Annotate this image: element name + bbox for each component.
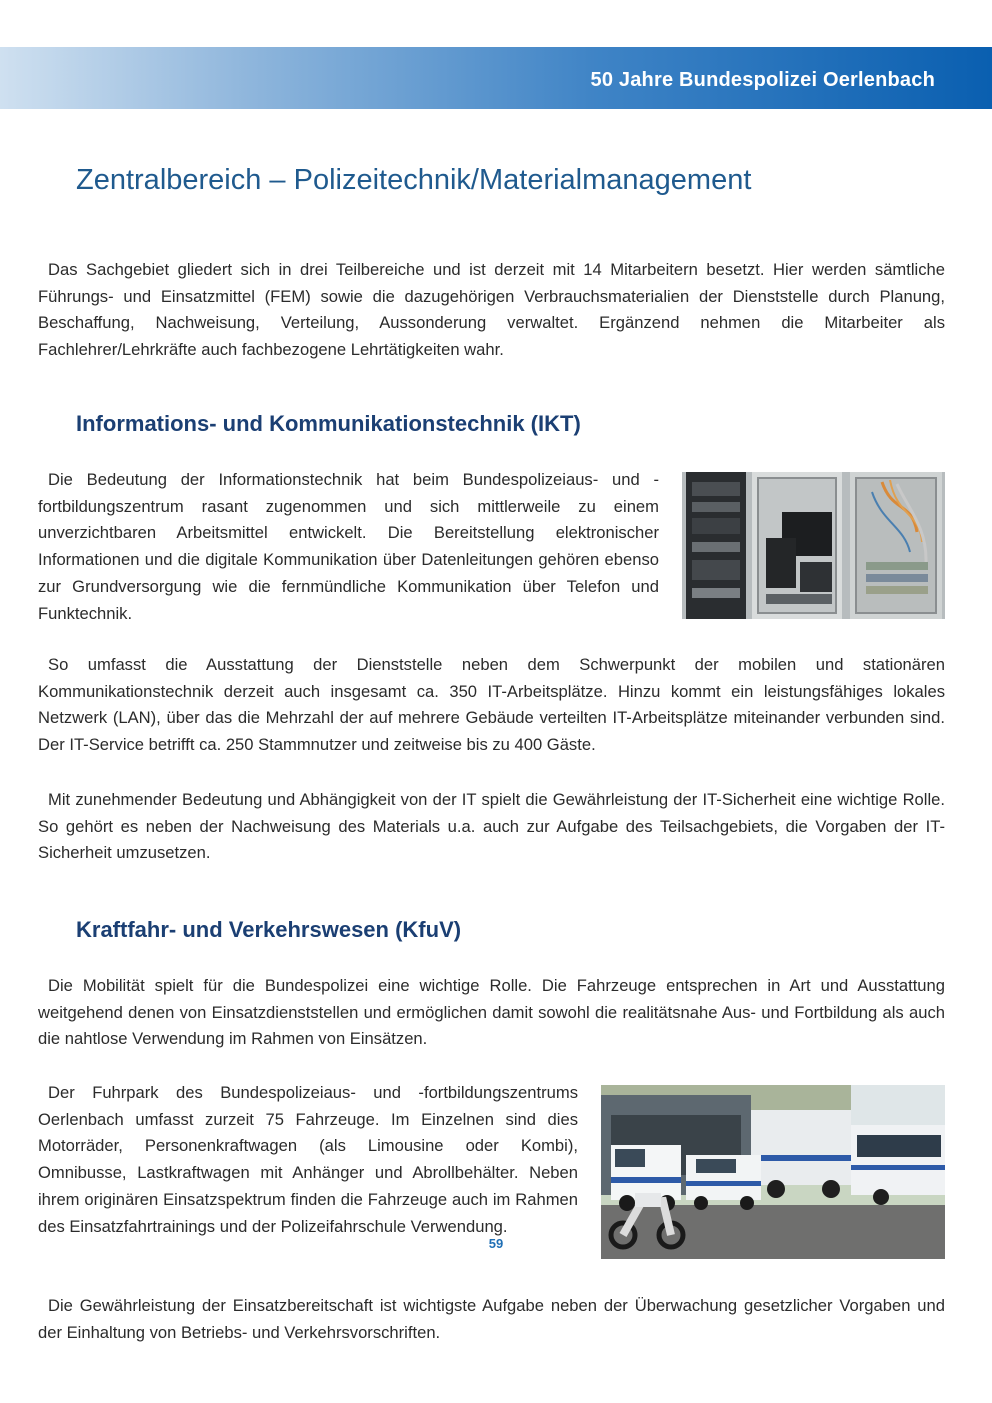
ikt-paragraph-2: So umfasst die Ausstattung der Dienststelle neben dem Schwerpunkt der mobilen und stationären Kommunikationstechnik derzeit auch insgesamt ca. 350 IT-Arbeitsplätze. Hinzu kommt ein leistungsfähiges lokales Netzwerk (LAN), über das die Mehrzahl der auf mehrere Gebäude verteilten IT-Arbeitsplätze miteinander verbunden sind. Der IT-Service betrifft ca. 250 Stammnutzer und zeitweise bis zu 400 Gäste. xyxy=(38,655,945,755)
ikt-paragraph-1: Die Bedeutung der Informationstechnik hat beim Bundespolizeiaus- und -fortbildungszentrum rasant zugenommen und sich mittlerweile zu einem unverzichtbaren Arbeitsmittel entwickelt. Die Bereitstellung elektronischer Informationen und die digitale Kommunikation über Datenleitungen gehören ebenso zur Grundversorgung wie die fernmündliche Kommunikation über Telefon und Funktechnik. xyxy=(38,470,659,623)
page-title: Zentralbereich – Polizeitechnik/Materialmanagement xyxy=(76,164,752,196)
server-rack-photo xyxy=(682,472,945,619)
intro-paragraph: Das Sachgebiet gliedert sich in drei Teilbereiche und ist derzeit mit 14 Mitarbeitern besetzt. Hier werden sämtliche Führungs- und Einsatzmittel (FEM) sowie die dazugehörigen Verbrauchsmaterialien der Dienststelle durch Planung, Beschaffung, Nachweisung, Verteilung, Aussonderung verwaltet. Ergänzend nehmen die Mitarbeiter als Fachlehrer/Lehrkräfte auch fachbezogene Lehrtätigkeiten wahr. xyxy=(38,260,945,360)
section-heading-kfuv: Kraftfahr- und Verkehrswesen (KfuV) xyxy=(76,917,462,942)
kfuv-paragraph-3: Die Gewährleistung der Einsatzbereitschaft ist wichtigste Aufgabe neben der Überwachung gesetzlicher Vorgaben und der Einhaltung von Betriebs- und Verkehrsvorschriften. xyxy=(38,1296,945,1342)
header-band xyxy=(0,47,992,109)
ikt-paragraph-3: Mit zunehmender Bedeutung und Abhängigkeit von der IT spielt die Gewährleistung der IT-Sicherheit eine wichtige Rolle. So gehört es neben der Nachweisung des Materials u.a. auch zur Aufgabe des Teilsachgebiets, die Vorgaben der IT-Sicherheit umzusetzen. xyxy=(38,790,945,863)
kfuv-paragraph-2: Der Fuhrpark des Bundespolizeiaus- und -fortbildungszentrums Oerlenbach umfasst zurzeit 75 Fahrzeuge. Im Einzelnen sind dies Motorräder, Personenkraftwagen (als Limousine oder Kombi), Omnibusse, Lastkraftwagen mit Anhänger und Abrollbehälter. Neben ihrem originären Einsatzspektrum finden die Fahrzeuge auch im Rahmen des Einsatzfahrtrainings und der Polizeifahrschule Verwendung. xyxy=(38,1083,578,1236)
vehicle-fleet-photo xyxy=(601,1085,945,1259)
page-number: 59 xyxy=(488,1236,504,1251)
section-heading-ikt: Informations- und Kommunikationstechnik (IKT) xyxy=(76,411,581,436)
kfuv-paragraph-1: Die Mobilität spielt für die Bundespolizei eine wichtige Rolle. Die Fahrzeuge entsprechen in Art und Ausstattung weitgehend denen von Einsatzdienststellen und ermöglichen damit sowohl die realitätsnahe Aus- und Fortbildung als auch die nahtlose Verwendung im Rahmen von Einsätzen. xyxy=(38,976,945,1049)
header-title: 50 Jahre Bundespolizei Oerlenbach xyxy=(590,69,935,91)
